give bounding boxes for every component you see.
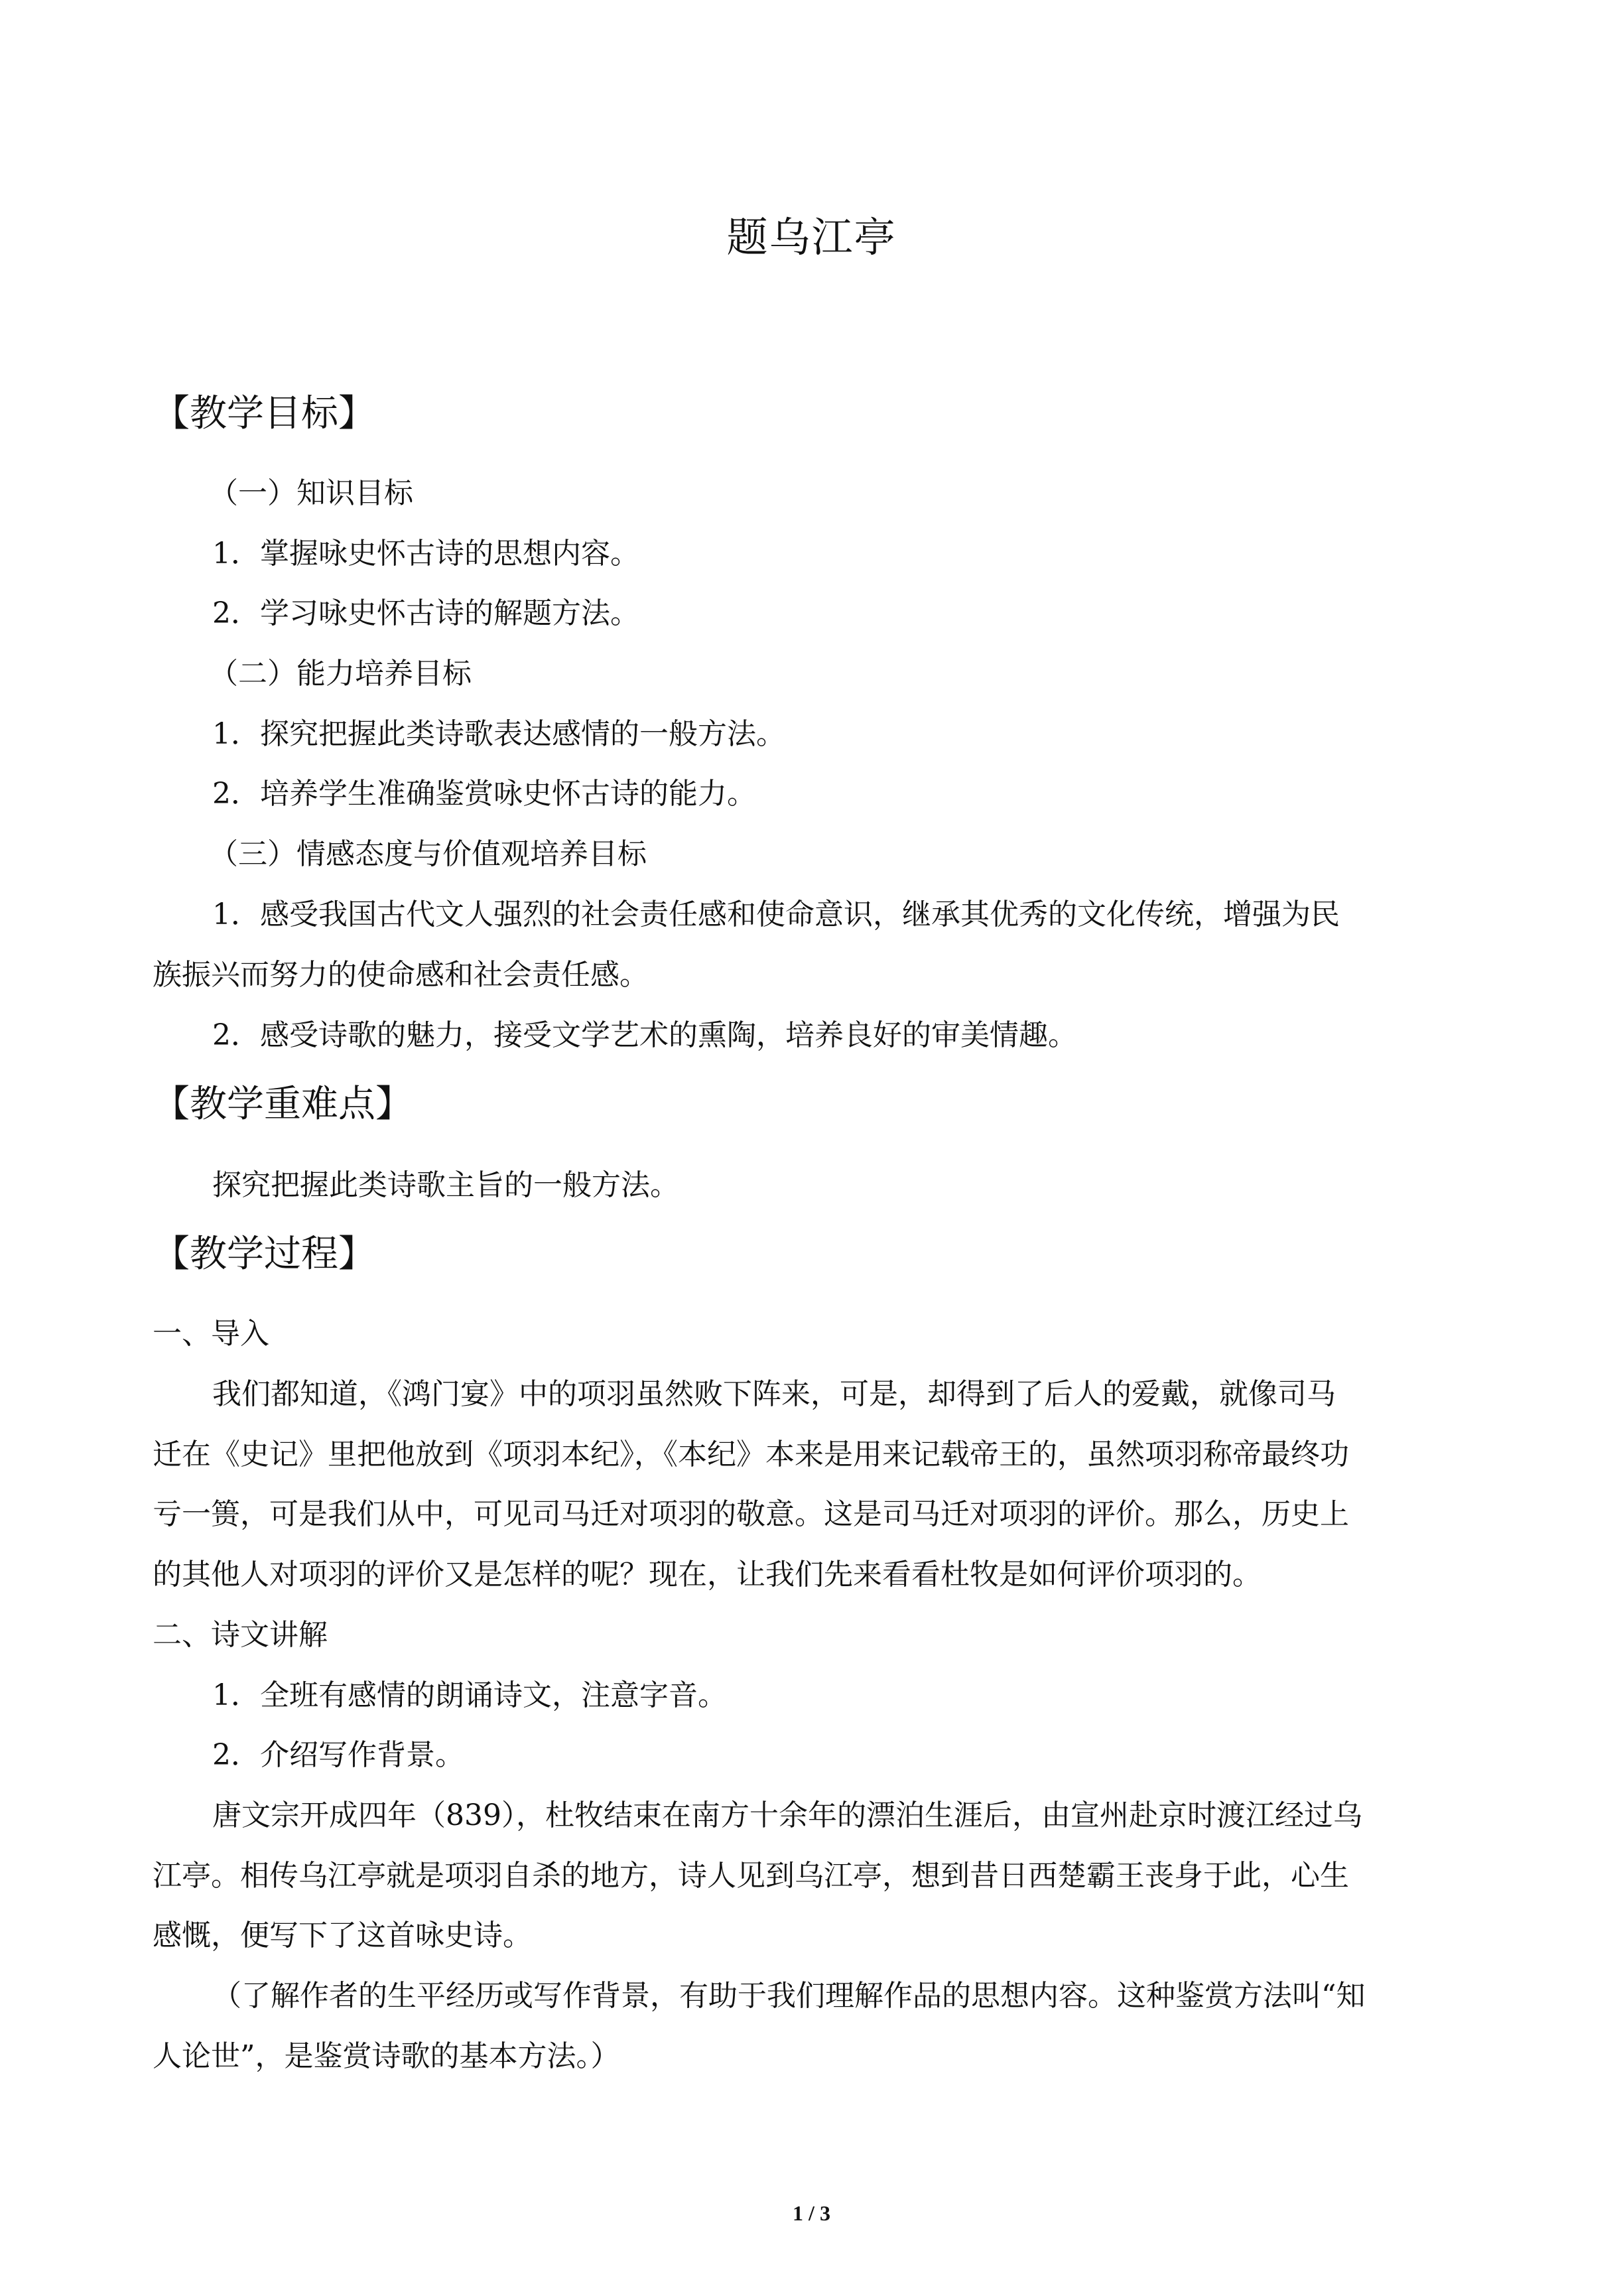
keypoints-text: 探究把握此类诗歌主旨的一般方法。 [212,1168,679,1202]
goal-emotion-item-1-line-1: 1．感受我国古代文人强烈的社会责任感和使命意识，继承其优秀的文化传统，增强为民 [212,898,1340,931]
process-note-line-2: 人论世”，是鉴赏诗歌的基本方法。） [153,2039,620,2073]
section-heading-process: 【教学过程】 [153,1233,375,1276]
process-background-line-2: 江亭。相传乌江亭就是项羽自杀的地方，诗人见到乌江亭，想到昔日西楚霸王丧身于此，心生 [153,1859,1349,1893]
process-explain-item-2: 2．介绍写作背景。 [212,1738,464,1772]
process-intro-line-3: 亏一篑，可是我们从中，可见司马迁对项羽的敬意。这是司马迁对项羽的评价。那么，历史上 [153,1497,1349,1531]
process-intro-line-4: 的其他人对项羽的评价又是怎样的呢？现在，让我们先来看看杜牧是如何评价项羽的。 [153,1558,1262,1591]
goal-emotion-item-1-line-2: 族振兴而努力的使命感和社会责任感。 [153,958,649,992]
process-explain-item-1: 1．全班有感情的朗诵诗文，注意字音。 [212,1678,727,1712]
section-heading-goals: 【教学目标】 [153,392,375,435]
goal-emotion-label: （三）情感态度与价值观培养目标 [209,837,647,871]
goal-emotion-item-2: 2．感受诗歌的魅力，接受文学艺术的熏陶，培养良好的审美情趣。 [212,1018,1077,1052]
goal-knowledge-item-1: 1．掌握咏史怀古诗的思想内容。 [212,537,639,571]
goal-ability-label: （二）能力培养目标 [209,657,472,691]
process-note-line-1: （了解作者的生平经历或写作背景，有助于我们理解作品的思想内容。这种鉴赏方法叫“知 [212,1979,1366,2013]
process-intro-label: 一、导入 [153,1317,269,1351]
process-intro-line-1: 我们都知道，《鸿门宴》中的项羽虽然败下阵来，可是，却得到了后人的爱戴，就像司马 [212,1377,1336,1411]
page-number: 1 / 3 [793,2201,830,2225]
goal-ability-item-2: 2．培养学生准确鉴赏咏史怀古诗的能力。 [212,777,756,811]
goal-ability-item-1: 1．探究把握此类诗歌表达感情的一般方法。 [212,717,785,751]
process-explain-label: 二、诗文讲解 [153,1618,328,1652]
process-intro-line-2: 迁在《史记》里把他放到《项羽本纪》，《本纪》本来是用来记载帝王的，虽然项羽称帝最终功 [153,1438,1349,1471]
section-heading-keypoints: 【教学重难点】 [153,1083,413,1126]
process-background-line-1: 唐文宗开成四年（839），杜牧结束在南方十余年的漂泊生涯后，由宣州赴京时渡江经过乌 [212,1798,1362,1832]
goal-knowledge-item-2: 2．学习咏史怀古诗的解题方法。 [212,596,639,630]
goal-knowledge-label: （一）知识目标 [209,476,413,510]
document-title: 题乌江亭 [726,213,897,261]
process-background-line-3: 感慨，便写下了这首咏史诗。 [153,1919,532,1952]
